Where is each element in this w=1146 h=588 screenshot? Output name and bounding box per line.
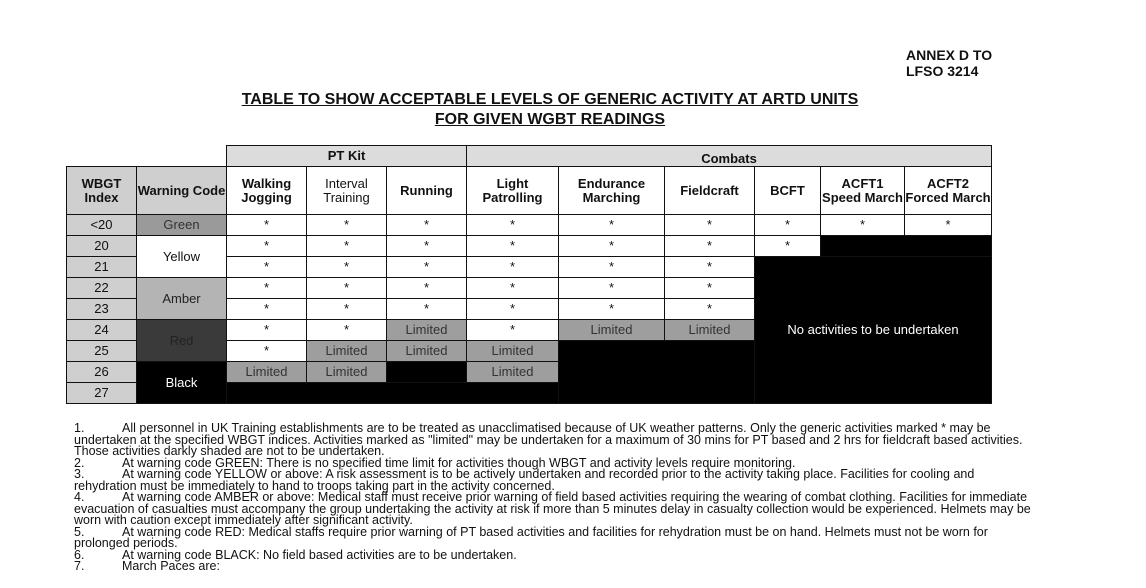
annex-line-2: LFSO 3214 (906, 63, 979, 79)
cell-star: * (821, 215, 905, 236)
title-line-2: FOR GIVEN WGBT READINGS (434, 111, 666, 128)
warning-code-red: Red (137, 320, 227, 362)
cell-star: * (307, 299, 387, 320)
wbgt-index: <20 (67, 215, 137, 236)
group-header-ptkit: PT Kit (227, 146, 467, 167)
cell-star: * (387, 257, 467, 278)
note: 7. March Paces are: (74, 559, 220, 573)
warning-code-yellow: Yellow (137, 236, 227, 278)
wbgt-index: 23 (67, 299, 137, 320)
page-title (205, 90, 895, 130)
cell-star: * (467, 257, 559, 278)
cell-star: * (387, 299, 467, 320)
cell-star: * (307, 320, 387, 341)
cell-star: * (559, 215, 665, 236)
cell-limited: Limited (665, 320, 755, 341)
cell-star: * (755, 215, 821, 236)
cell-limited: Limited (467, 362, 559, 383)
header-light-patrolling: Light Patrolling (467, 167, 559, 215)
group-header-combats: Combats (467, 146, 992, 167)
cell-star: * (467, 320, 559, 341)
cell-star: * (905, 215, 992, 236)
cell-star: * (467, 215, 559, 236)
cell-star: * (387, 278, 467, 299)
warning-code-black: Black (137, 362, 227, 404)
note: 6. At warning code BLACK: No field based activities are to be undertaken. (74, 547, 517, 562)
cell-star: * (559, 236, 665, 257)
header-acft1: ACFT1 Speed March (821, 167, 905, 215)
cell-star: * (307, 278, 387, 299)
cell-star: * (227, 257, 307, 278)
note: 3. At warning code YELLOW or above: A risk assessment is to be actively undertaken and recorded prior to the activity taking place. Facilities for cooling and rehydration must be immediately to hand to troops taking part in the activity concerned. (74, 467, 975, 493)
header-acft2: ACFT2 Forced March (905, 167, 992, 215)
cell-star: * (755, 236, 821, 257)
note: 2. At warning code GREEN: There is no specified time limit for activities though WBGT and activity levels require monitoring. (74, 455, 796, 470)
cell-star: * (467, 299, 559, 320)
header-fieldcraft: Fieldcraft (665, 167, 755, 215)
notes-list (74, 423, 1034, 573)
header-walking-jogging: Walking Jogging (227, 167, 307, 215)
cell-star: * (307, 257, 387, 278)
header-running: Running (387, 167, 467, 215)
cell-limited: Limited (307, 341, 387, 362)
cell-star: * (665, 299, 755, 320)
warning-code-green: Green (137, 215, 227, 236)
cell-star: * (665, 236, 755, 257)
cell-star: * (559, 257, 665, 278)
cell-star: * (665, 257, 755, 278)
cell-star: * (227, 341, 307, 362)
cell-star: * (227, 236, 307, 257)
header-wbgt-index: WBGT Index (67, 167, 137, 215)
cell-limited: Limited (559, 320, 665, 341)
wbgt-index: 20 (67, 236, 137, 257)
cell-limited: Limited (307, 362, 387, 383)
warning-code-amber: Amber (137, 278, 227, 320)
header-bcft: BCFT (755, 167, 821, 215)
cell-star: * (227, 299, 307, 320)
cell-star: * (467, 236, 559, 257)
cell-star: * (307, 236, 387, 257)
cell-star: * (387, 236, 467, 257)
header-interval-training: Interval Training (307, 167, 387, 215)
cell-star: * (227, 215, 307, 236)
wbgt-index: 22 (67, 278, 137, 299)
cell-star: * (665, 278, 755, 299)
wbgt-index: 25 (67, 341, 137, 362)
cell-limited: Limited (467, 341, 559, 362)
activity-table (66, 145, 992, 404)
cell-star: * (559, 299, 665, 320)
note: 4. At warning code AMBER or above: Medical staff must receive prior warning of field based activities requiring the wearing of combat clothing. Facilities for immediate evacuation of casualties must accompany the group undertaking the activity at risk if more than 5 minutes delay in casualty collection would be experienced. Helmets may be worn with caution except immediately after significant activity. (74, 490, 1031, 527)
cell-limited: Limited (387, 341, 467, 362)
cell-star: * (227, 278, 307, 299)
cell-star: * (665, 215, 755, 236)
note: 5. At warning code RED: Medical staffs require prior warning of PT based activities and facilities for rehydration must be on hand. Helmets must not be worn for prolonged periods. (74, 524, 988, 550)
wbgt-index: 24 (67, 320, 137, 341)
header-endurance-marching: Endurance Marching (559, 167, 665, 215)
cell-star: * (227, 320, 307, 341)
wbgt-index: 26 (67, 362, 137, 383)
cell-star: * (559, 278, 665, 299)
note: 1. All personnel in UK Training establishments are to be treated as unacclimatised because of UK weather patterns. Only the generic activities marked * may be undertaken at the specified WBGT indices. Activities marked as "limited" may be undertaken for a maximum of 30 mins for PT based and 2 hrs for fieldcraft based activities. Those activities darkly shaded are not to be undertaken. (74, 421, 1023, 458)
cell-star: * (307, 215, 387, 236)
cell-star: * (467, 278, 559, 299)
cell-limited: Limited (387, 320, 467, 341)
cell-limited: Limited (227, 362, 307, 383)
annex-line-1: ANNEX D TO (906, 47, 993, 63)
header-warning-code: Warning Code (137, 167, 227, 215)
wbgt-index: 21 (67, 257, 137, 278)
wbgt-index: 27 (67, 383, 137, 404)
annex-reference (906, 47, 992, 79)
no-activities-block: No activities to be undertaken (755, 257, 992, 404)
title-line-1: TABLE TO SHOW ACCEPTABLE LEVELS OF GENERIC ACTIVITY AT ARTD UNITS (241, 91, 859, 108)
cell-star: * (387, 215, 467, 236)
